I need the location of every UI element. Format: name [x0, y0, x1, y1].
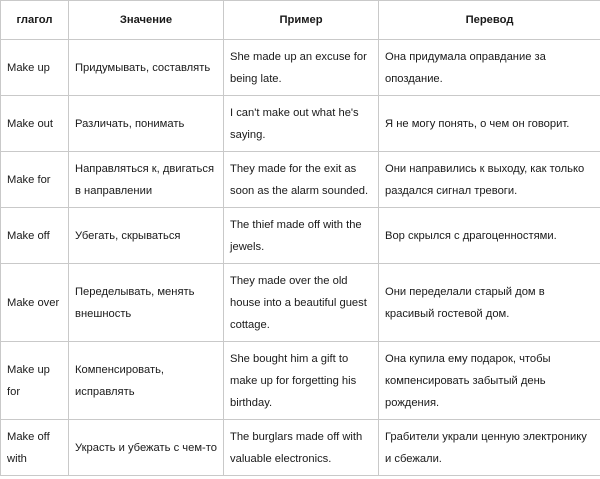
cell-meaning: Убегать, скрываться: [69, 208, 224, 264]
cell-translation: Они переделали старый дом в красивый гостевой дом.: [379, 264, 600, 342]
cell-verb: Make for: [1, 152, 69, 208]
cell-meaning: Украсть и убежать с чем-то: [69, 420, 224, 476]
header-meaning: Значение: [69, 1, 224, 40]
cell-example: The burglars made off with valuable electronics.: [224, 420, 379, 476]
cell-translation: Я не могу понять, о чем он говорит.: [379, 96, 600, 152]
header-verb: глагол: [1, 1, 69, 40]
cell-verb: Make up: [1, 40, 69, 96]
table-row: [1, 152, 600, 208]
header-translation: Перевод: [379, 1, 600, 40]
cell-verb: Make off: [1, 208, 69, 264]
cell-meaning: Переделывать, менять внешность: [69, 264, 224, 342]
cell-verb: Make over: [1, 264, 69, 342]
cell-meaning: Различать, понимать: [69, 96, 224, 152]
table-row: [1, 264, 600, 342]
cell-meaning: Придумывать, составлять: [69, 40, 224, 96]
cell-translation: Грабители украли ценную электронику и сбежали.: [379, 420, 600, 476]
table-row: [1, 208, 600, 264]
cell-example: They made for the exit as soon as the alarm sounded.: [224, 152, 379, 208]
cell-example: They made over the old house into a beautiful guest cottage.: [224, 264, 379, 342]
cell-example: The thief made off with the jewels.: [224, 208, 379, 264]
cell-verb: Make up for: [1, 342, 69, 420]
cell-verb: Make out: [1, 96, 69, 152]
cell-verb: Make off with: [1, 420, 69, 476]
cell-example: I can't make out what he's saying.: [224, 96, 379, 152]
cell-meaning: Компенсировать, исправлять: [69, 342, 224, 420]
cell-example: She bought him a gift to make up for forgetting his birthday.: [224, 342, 379, 420]
table-row: [1, 342, 600, 420]
table-row: [1, 420, 600, 476]
cell-translation: Она купила ему подарок, чтобы компенсировать забытый день рождения.: [379, 342, 600, 420]
header-example: Пример: [224, 1, 379, 40]
cell-meaning: Направляться к, двигаться в направлении: [69, 152, 224, 208]
cell-translation: Она придумала оправдание за опоздание.: [379, 40, 600, 96]
cell-translation: Вор скрылся с драгоценностями.: [379, 208, 600, 264]
cell-example: She made up an excuse for being late.: [224, 40, 379, 96]
table-row: [1, 40, 600, 96]
table-row: [1, 96, 600, 152]
header-row: [1, 1, 600, 40]
cell-translation: Они направились к выходу, как только раздался сигнал тревоги.: [379, 152, 600, 208]
